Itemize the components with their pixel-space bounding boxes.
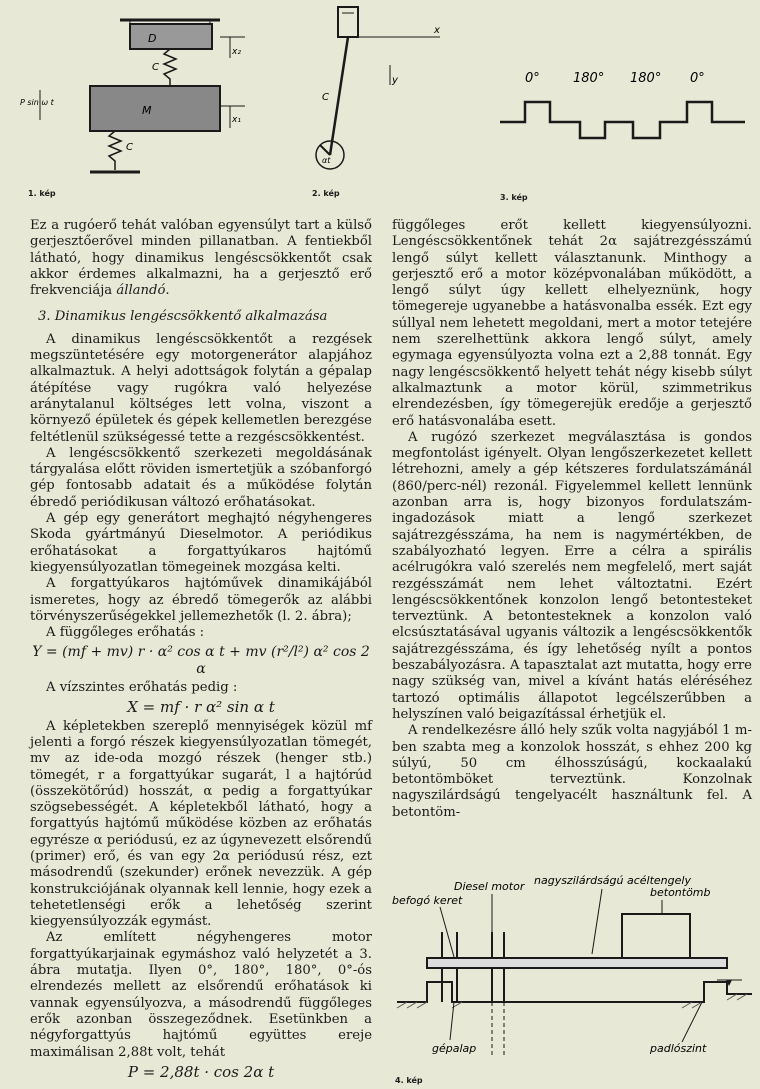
fig4-label-engine: Diesel motor [454, 880, 525, 893]
equation-horizontal: X = mf · r α² sin α t [127, 698, 275, 717]
right-paragraph-1: függőleges erőt kellett kiegyensúlyozni. Lengéscsökkentőnek tehát 2α sajátrezgésszámú lengő súlyt kellett választanunk. Minthogy a gerjesztő erő a motor középvonalában működött, a lengő súlyt úgy kellett elhelyeznünk, hogy tömegereje ugyanebbe a hatásvonalba essék. Ezt egy súllyal nem lehetett megoldani, mert a motor tetejére nem szerelhettünk akkora lengő súlyt, amely egymaga egyensúlyozta volna ezt a 2,88 tonnát. Egy nagy lengéscsökkentő helyett tehát négy kisebb súlyt alkalmaztunk a motor körül, szimmetrikus elrendezésben, így tömegerejük eredője a gerjesztő erő hatásvonalába esett. [392, 218, 752, 429]
fig4-label-block: betontömb [650, 886, 711, 899]
fig1-label-force: P sin ω t [20, 98, 54, 107]
fig3-angle-3: 180° [630, 71, 662, 86]
left-paragraph-4: A gép egy generátort meghajtó négyhengeres Skoda gyártmányú Dieselmotor. A periódikus erőhatásokat a forgattyúkaros hajtómű kiegyensúlyozatlan tömegeinek mozgása kelti. [30, 511, 372, 575]
fig1-label-x1: x₁ [232, 115, 241, 125]
fig1-label-c1: C [152, 62, 159, 73]
fig4-label-clamp: befogó keret [392, 894, 463, 907]
left-p1-emphasis: állandó [116, 283, 166, 299]
fig2-label-x: x [434, 25, 440, 36]
right-column [392, 218, 752, 821]
left-paragraph-6: A függőleges erőhatás : [46, 625, 205, 641]
fig3-angle-1: 0° [525, 71, 540, 86]
figure-4 [392, 862, 757, 1087]
left-paragraph-8: A képletekben szereplő mennyiségek közül mf jelenti a forgó részek kiegyensúlyozatlan tömegét, mv az ide-oda mozgó részek (henger stb.) tömegét, r a forgattyúkar sugarát, l a hajtórúd (összekötőrúd) hosszát, α pedig a forgattyúkar szögsebességét. A képletekből látható, hogy a forgattyús hajtómű működése közben az erőhatás egyrésze α periódusú, ez az úgynevezett elsőrendű (primer) erő, és van egy 2α periódusú rész, ezt másodrendű (szekunder) erőnek nevezzük. A gép konstrukciójának olyannak kell lennie, hogy ezek a tehetetlenségi erők a lehetőség szerint kiegyensúlyozzák egymást. [30, 718, 372, 930]
left-paragraph-5: A forgattyúkaros hajtóművek dinamikájából ismeretes, hogy az ébredő tömegerők az alábbi törvényszerűségekkel jellemezhetők (l. 2. ábra); [30, 576, 372, 624]
fig1-label-x2: x₂ [232, 47, 241, 57]
right-paragraph-3: A rendelkezésre álló hely szűk volta nagyjából 1 m-ben szabta meg a konzolok hosszát, s ehhez 200 kg súlyú, 50 cm élhosszúságú, kockaalakú betontömböket terveztünk. Konzolnak nagyszilárdságú tengelyacélt használtunk fel. A betontöm- [392, 723, 752, 820]
fig2-label-y: y [392, 75, 398, 86]
figure-1 [20, 10, 270, 195]
fig1-label-d: D [148, 32, 157, 45]
left-paragraph-1 [30, 218, 372, 299]
equation-vertical: Y = (mf + mv) r · α² cos α t + mv (r²/l²) α² cos 2 α [32, 644, 370, 677]
left-p1-text: Ez a rugóerő tehát valóban egyensúlyt tart a külső gerjesztőerővel minden pillanatban. A fentiekből látható, hogy dinamikus lengéscsökkentőt csak akkor érdemes alkalmazni, ha a gerjesztő erő frekvenciája [30, 218, 372, 299]
fig1-label-c2: C [126, 142, 133, 153]
fig4-label-floor: padlószint [650, 1042, 707, 1055]
left-paragraph-7: A vízszintes erőhatás pedig : [46, 680, 238, 696]
left-paragraph-2: A dinamikus lengéscsökkentőt a rezgések megszüntetésére egy motorgenerátor alapjához alkalmaztuk. A helyi adottságok folytán a gépalap átépítése vagy rugókra való helyezése aránytalanul költséges lett volna, viszont a környező épületek és gépek kellemetlen berezgése feltétlenül szükségessé tette a rezgéscsökkentést. [30, 331, 372, 445]
figure-3 [495, 60, 755, 190]
fig3-angle-2: 180° [573, 71, 605, 86]
left-column [30, 218, 372, 1083]
left-paragraph-9: Az említett négyhengeres motor forgattyúkarjainak egymáshoz való helyzetét a 3. ábra mutatja. Ilyen 0°, 180°, 180°, 0°-ós elrendezés mellett az elsőrendű erőhatások ki vannak egyensúlyozva, a másodrendű függőleges erők azonban összegeződnek. Esetünkben a négyforgattyús hajtómű együttes ereje maximálisan 2,88t volt, tehát [30, 930, 372, 1060]
left-p1-end: . [165, 283, 170, 299]
fig1-label-m: M [142, 104, 152, 117]
figure-3-caption: 3. kép [500, 193, 528, 202]
fig4-label-base: gépalap [432, 1042, 477, 1055]
equation-force: P = 2,88t · cos 2α t [127, 1062, 275, 1081]
section-heading: 3. Dinamikus lengéscsökkentő alkalmazása [38, 309, 328, 325]
right-paragraph-2: A rugózó szerkezet megválasztása is gondos megfontolást igényelt. Olyan lengőszerkezetet kellett létrehozni, amely a gép kétszeres fordulatszámánál (860/perc-nél) rezonál. Figyelemmel kellett lennünk azonban arra is, hogy bizonyos fordulatszám-ingadozások miatt a lengő szerkezet sajátrezgésszáma, ha nem is nagymértékben, de szabályozható legyen. Erre a célra a spirális acélrugókra való szerelés nem megfelelő, mert saját rezgésszámát nem lehet változtatni. Ezért lengéscsökkentőnek konzolon lengő betontesteket terveztünk. A betontesteknek a konzolon való elcsúsztatásával ugyanis változik a lengéscsökkentők sajátrezgésszáma, és így lehetőség nyílt a pontos beszabályozásra. A tapasztalat azt mutatta, hogy erre nagy szükség van, mivel a kívánt hatás eléréséhez tartozó optimális állapotot legcélszerűbben a helyszínen való beigazítással érhetjük el. [392, 429, 752, 722]
fig3-angle-4: 0° [690, 71, 705, 86]
fig4-label-shaft: nagyszilárdságú acéltengely [534, 874, 691, 887]
left-paragraph-3: A lengéscsökkentő szerkezeti megoldásának tárgyalása előtt röviden ismertetjük a szóbanforgó gép fontosabb adatait és a működése folytán ébredő periódikusan változó erőhatásokat. [30, 445, 372, 510]
fig2-label-c: C [322, 92, 329, 103]
figure-4-caption: 4. kép [395, 1076, 423, 1085]
fig2-label-angle: αt [322, 156, 331, 165]
figure-2-caption: 2. kép [312, 189, 340, 198]
figure-1-caption: 1. kép [28, 189, 56, 198]
figure-2 [300, 5, 460, 195]
